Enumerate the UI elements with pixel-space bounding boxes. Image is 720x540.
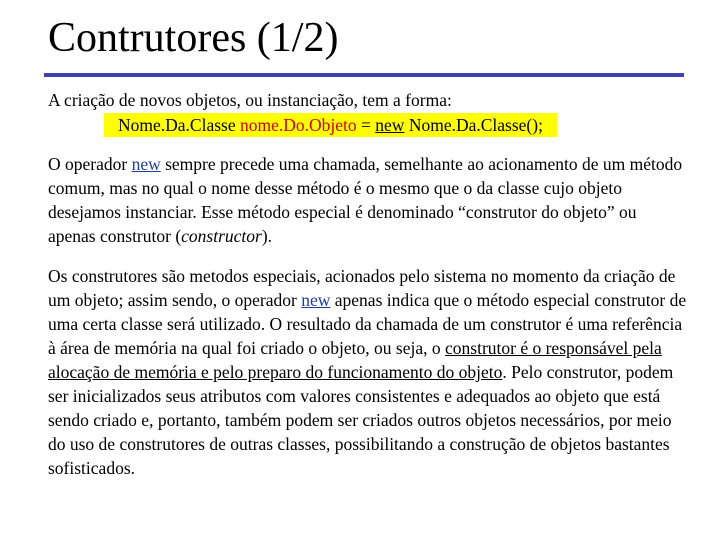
paragraph2-text-a: Os construtores são metodos especiais, acionados pelo sistema no momento da criação de um objeto; assim sendo, o operador: [48, 266, 676, 310]
paragraph1-text-b: sempre precede uma chamada, semelhante ao acionamento de um método comum, mas no qual o nome desse método é o mesmo que o da classe cujo objeto desejamos instanciar. Esse método especial é denominado “construtor do objeto” ou apenas construtor (: [48, 154, 683, 246]
formula-new-keyword: new: [375, 115, 405, 135]
formula-equals: =: [356, 115, 376, 135]
paragraph-new-operator: [48, 152, 688, 248]
constructor-role-underlined: construtor é o responsável pela alocação de memória e pelo preparo do funcionamento do objeto: [48, 338, 662, 382]
slide-title: Contrutores (1/2): [48, 15, 339, 61]
title-divider: [44, 73, 684, 77]
intro-text: A criação de novos objetos, ou instanciação, tem a forma:: [48, 90, 452, 110]
paragraph-constructors: [48, 264, 688, 480]
formula-constructor-call: Nome.Da.Classe();: [404, 115, 543, 135]
paragraph1-text-a: O operador: [48, 154, 132, 174]
paragraph1-text-c: ).: [261, 226, 273, 246]
new-keyword: new: [131, 154, 161, 174]
paragraph2-text-c: . Pelo construtor, podem ser inicializados seus atributos com valores consistentes e adequados ao objeto que está sendo criado e, portanto, também podem ser criados outros objetos necessários, por meio do uso de construtores de outras classes, possibilitando a construção de objetos bastantes sofisticados.: [48, 362, 674, 478]
constructor-term: constructor: [181, 226, 262, 246]
slide-content: [48, 88, 688, 480]
new-keyword-2: new: [301, 290, 331, 310]
instantiation-formula: [104, 113, 557, 137]
formula-class-name: Nome.Da.Classe: [118, 115, 240, 135]
paragraph2-text-b: apenas indica que o método especial construtor de uma certa classe será utilizado. O resultado da chamada de um construtor é uma referência à área de memória na qual foi criado o objeto, ou seja, o: [48, 290, 687, 358]
formula-object-name: nome.Do.Objeto: [240, 115, 357, 135]
